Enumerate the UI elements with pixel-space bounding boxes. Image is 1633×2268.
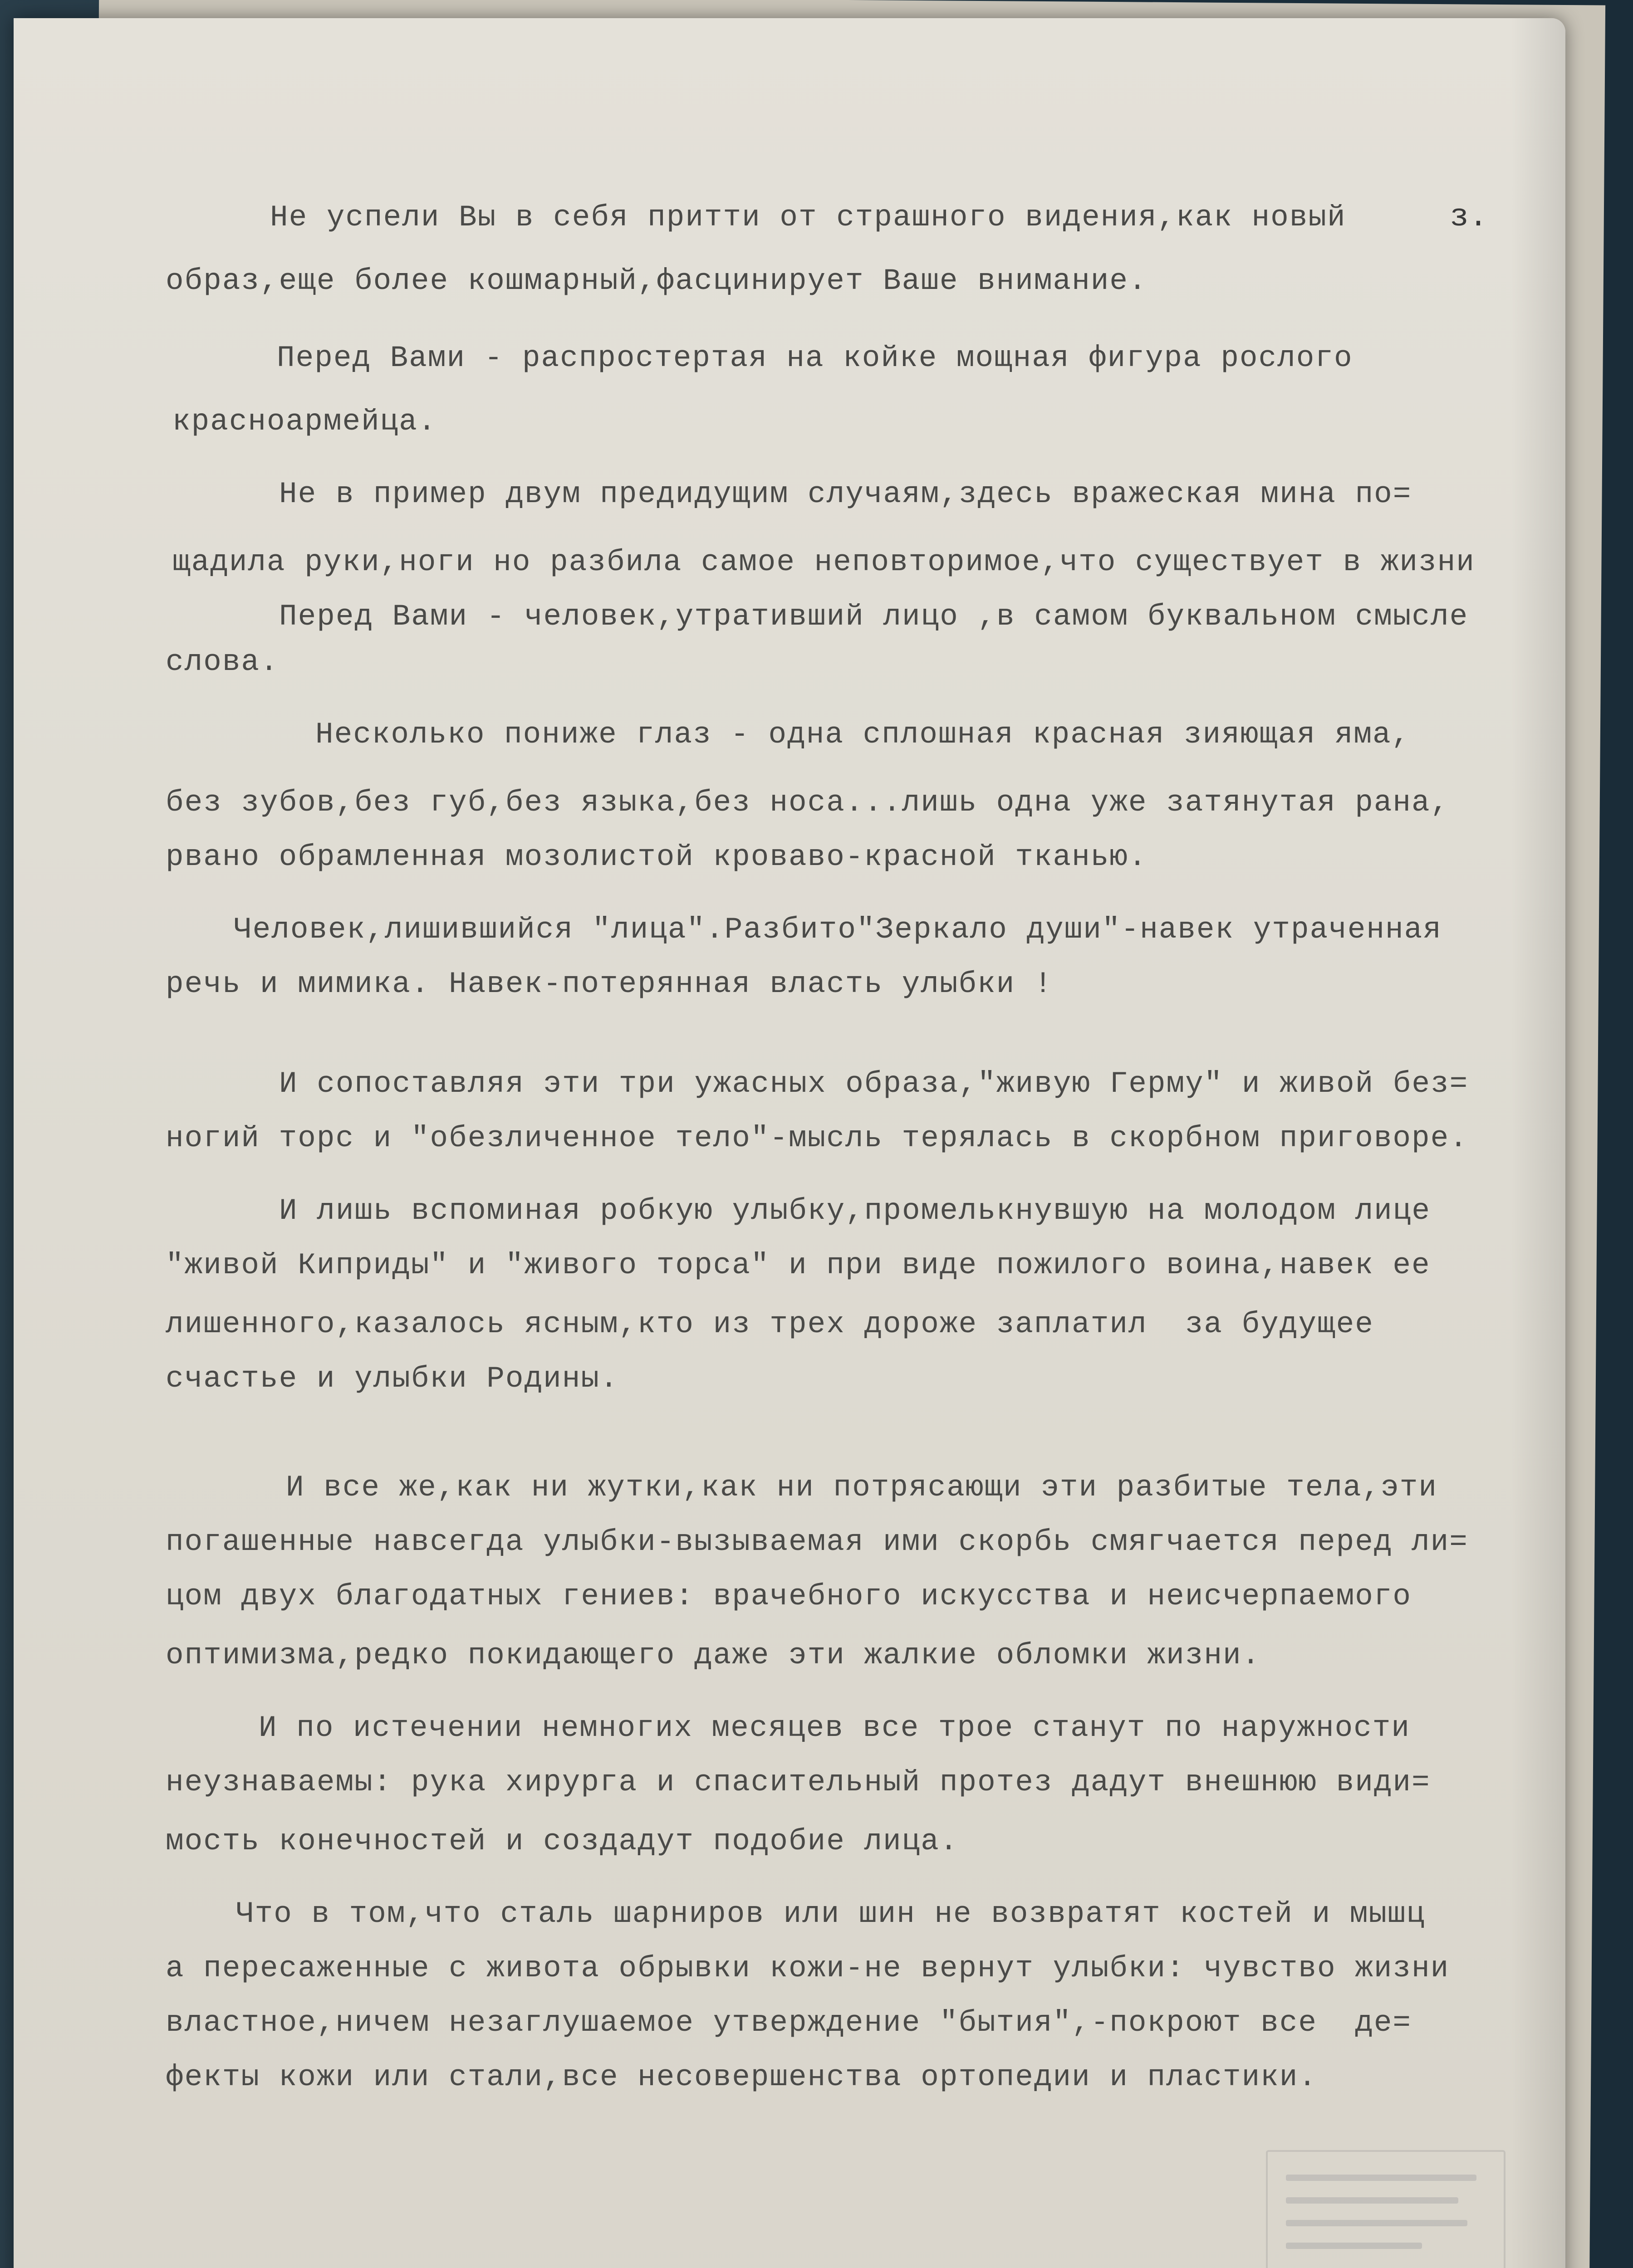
text-line: ногий торс и "обезличенное тело"-мысль терялась в скорбном приговоре. — [166, 1121, 1468, 1155]
text-line: Перед Вами - распростертая на койке мощная фигура рослого — [277, 341, 1353, 375]
text-line: И все же,как ни жутки,как ни потрясающи эти разбитые тела,эти — [286, 1471, 1437, 1505]
text-line: счастье и улыбки Родины. — [166, 1362, 619, 1396]
text-line: неузнаваемы: рука хирурга и спасительный протез дадут внешнюю види= — [166, 1765, 1431, 1799]
text-line: щадила руки,ноги но разбила самое неповторимое,что существует в жизни — [172, 545, 1475, 579]
text-line: Перед Вами - человек,утративший лицо ,в самом буквальном смысле — [279, 600, 1469, 634]
typewritten-page — [14, 18, 1565, 2268]
text-line: И лишь вспоминая робкую улыбку,промелькнувшую на молодом лице — [279, 1194, 1431, 1228]
archive-stamp — [1266, 2150, 1505, 2268]
text-line: оптимизма,редко покидающего даже эти жалкие обломки жизни. — [166, 1638, 1261, 1672]
text-line: лишенного,казалось ясным,кто из трех дороже заплатил за будущее — [166, 1307, 1374, 1341]
text-line: И сопоставляя эти три ужасных образа,"живую Герму" и живой без= — [279, 1067, 1469, 1101]
text-line: рвано обрамленная мозолистой кроваво-красной тканью. — [166, 840, 1148, 874]
page-number: з. — [1450, 200, 1488, 235]
text-line: мость конечностей и создадут подобие лица. — [166, 1824, 959, 1858]
text-line: красноармейца. — [172, 405, 437, 439]
text-line: "живой Киприды" и "живого торса" и при виде пожилого воина,навек ее — [166, 1248, 1431, 1282]
text-line: Не в пример двум предидущим случаям,здесь вражеская мина по= — [279, 477, 1412, 511]
text-line: цом двух благодатных гениев: врачебного искусства и неисчерпаемого — [166, 1579, 1412, 1613]
text-line: слова. — [166, 645, 279, 679]
text-line: И по истечении немногих месяцев все трое станут по наружности — [259, 1711, 1410, 1745]
text-line: речь и мимика. Навек-потерянная власть улыбки ! — [166, 967, 1053, 1001]
text-line: фекты кожи или стали,все несовершенства ортопедии и пластики. — [166, 2060, 1317, 2094]
text-line: погашенные навсегда улыбки-вызываемая ими скорбь смягчается перед ли= — [166, 1525, 1468, 1559]
text-line: а пересаженные с живота обрывки кожи-не вернут улыбки: чувство жизни — [166, 1951, 1450, 1985]
text-line: Человек,лишившийся "лица".Разбито"Зеркало души"-навек утраченная — [234, 913, 1442, 947]
text-line: Что в том,что сталь шарниров или шин не возвратят костей и мышц — [236, 1897, 1426, 1931]
text-line: без зубов,без губ,без языка,без носа...лишь одна уже затянутая рана, — [166, 786, 1450, 820]
text-line: властное,ничем незаглушаемое утверждение "бытия",-покроют все де= — [166, 2006, 1412, 2040]
text-line: образ,еще более кошмарный,фасцинирует Ваше внимание. — [166, 264, 1148, 298]
text-line: Несколько пониже глаз - одна сплошная красная зияющая яма, — [315, 718, 1411, 752]
text-line: Не успели Вы в себя притти от страшного видения,как новый — [270, 200, 1346, 235]
